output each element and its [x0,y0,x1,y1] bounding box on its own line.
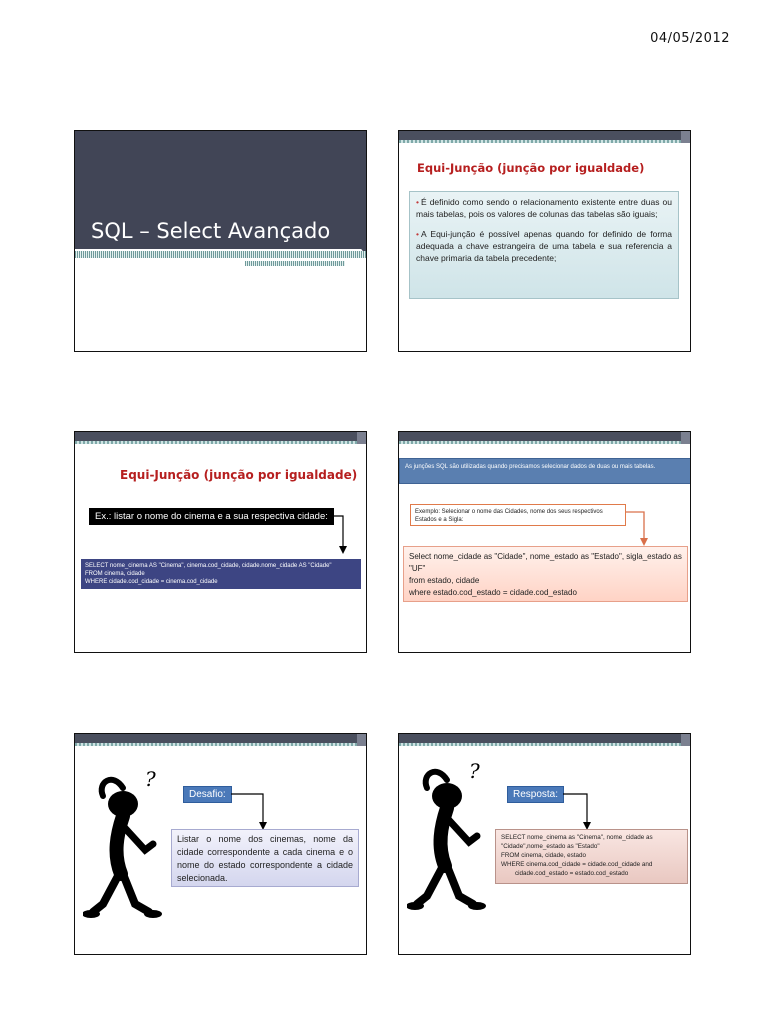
arrow-connector-icon [329,516,349,556]
question-mark-icon: ? [145,767,156,791]
slide-title: SQL – Select Avançado [91,219,331,243]
question-mark-icon: ? [469,759,480,783]
thinking-man-icon [83,764,178,924]
slide-heading: Equi-Junção (junção por igualdade) [120,468,358,482]
example-box: Ex.: listar o nome do cinema e a sua respectiva cidade: [89,508,334,525]
slide-topbar [75,734,366,746]
arrow-connector-icon [231,794,271,834]
bullet-item: • A Equi-junção é possível apenas quando for definido de forma adequada a chave estrangeira de uma tabela e sua referencia a chave primaria da tabela precedente; [416,229,672,263]
slide-6 [398,733,691,955]
slide-topbar [75,432,366,444]
thinking-man-icon [407,756,502,916]
answer-label: Resposta: [507,786,564,803]
decor-hatch [245,261,345,266]
slide-topbar [399,432,690,444]
challenge-text: Listar o nome dos cinemas, nome da cidade correspondente a cada cinema e o nome do estado correspondente a cidade selecionada. [171,829,359,887]
slide-heading: Equi-Junção (junção por igualdade) [417,161,645,175]
intro-box: As junções SQL são utilizadas quando precisamos selecionar dados de duas ou mais tabelas. [399,458,691,484]
answer-code-box: SELECT nome_cinema as "Cinema", nome_cidade as "Cidade",nome_estado as "Estado" FROM cinema, cidade, estado WHERE cinema.cod_cidade = cidade.cod_cidade and cidade.cod_estado = estado.cod_estado [495,829,688,884]
decor-hatch [75,251,366,258]
arrow-connector-icon [563,794,593,834]
slide-3 [74,431,367,653]
slide-topbar [399,131,690,143]
slide-1 [74,130,367,352]
bullet-item: • É definido como sendo o relacionamento existente entre duas ou mais tabelas, pois os valores de colunas das tabelas são iguais; [416,197,672,219]
slide-topbar [399,734,690,746]
sql-code-box: Select nome_cidade as "Cidade", nome_estado as "Estado", sigla_estado as "UF" from estado, cidade where estado.cod_estado = cidade.cod_estado [403,546,688,602]
challenge-label: Desafio: [183,786,232,803]
slide-4 [398,431,691,653]
sql-code-box: SELECT nome_cinema AS "Cinema", cinema.cod_cidade, cidade.nome_cidade AS "Cidade" FROM cinema, cidade WHERE cidade.cod_cidade = cinema.cod_cidade [81,559,361,589]
content-box [409,191,679,299]
slide-5 [74,733,367,955]
example-box: Exemplo: Selecionar o nome das Cidades, nome dos seus respectivos Estados e a Sigla: [410,504,626,526]
slide-2 [398,130,691,352]
page-date: 04/05/2012 [650,31,730,46]
